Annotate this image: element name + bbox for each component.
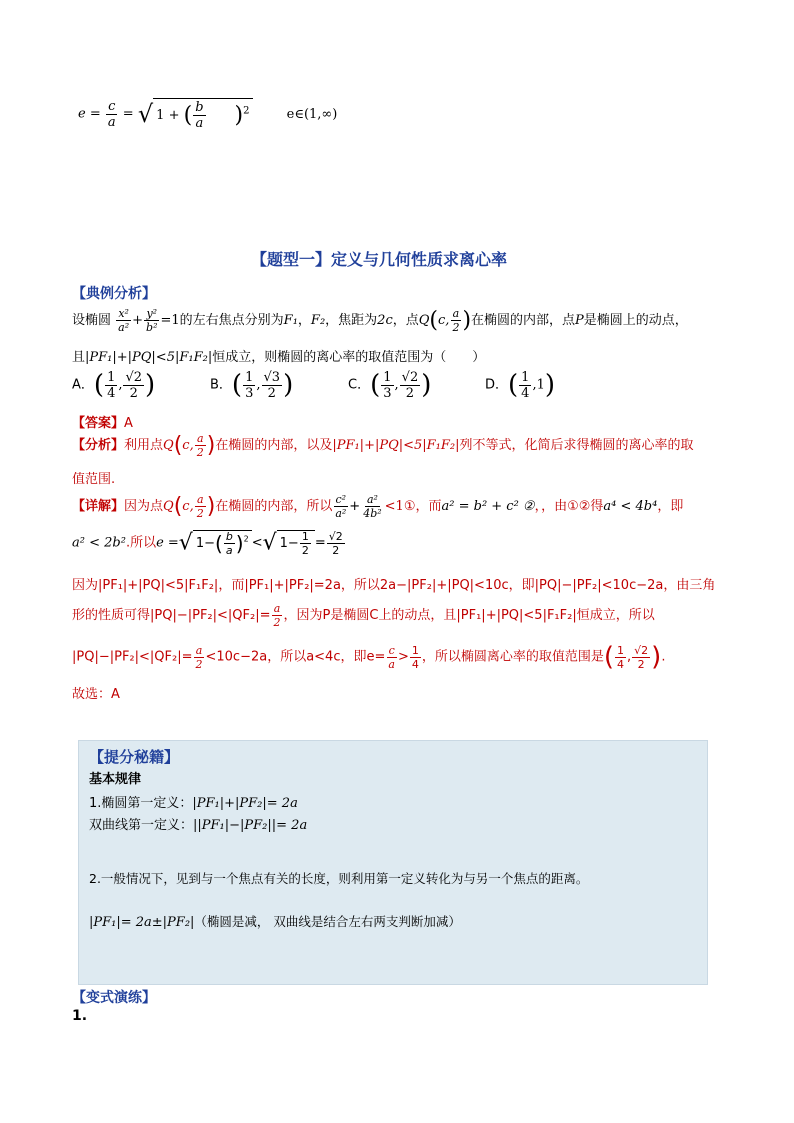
detail-line-5: |PQ|−|PF₂|<|QF₂|= $\frac{a}{2}$ <10c−2a，所以a<4c，即e= $\frac{c}{a}$ > $\frac{1}{4}$ ，所以椭圆离心率的取值范围是( $\frac{1}{4}$ , $\frac{√2}{2}$ ). — [72, 642, 666, 672]
detail-line-3: 因为|PF₁|+|PQ|<5|F₁F₂|，而|PF₁|+|PF₂|=2a，所以2a−|PF₂|+|PQ|<10c，即|PQ|−|PF₂|<10c−2a，由三角 — [72, 578, 716, 593]
section-title: 【题型一】定义与几何性质求离心率 — [251, 250, 508, 269]
answer: 【答案】A — [72, 416, 133, 431]
fraction-c-over-a: $\frac{c}{a}$ — [107, 98, 116, 130]
detail-line-4: 形的性质可得|PQ|−|PF₂|<|QF₂|= $\frac{a}{2}$ ，因为P是椭圆C上的动点，且|PF₁|+|PQ|<5|F₁F₂|恒成立，所以 — [72, 602, 655, 629]
eccentricity-range: e∈(1,∞) — [286, 106, 338, 122]
tip-item-3: 2.一般情况下，见到与一个焦点有关的长度，则利用第一定义转化为与另一个焦点的距离。 — [89, 871, 589, 886]
practice-header: 【变式演练】 — [72, 990, 156, 1006]
tip-box — [78, 740, 708, 985]
option-c[interactable]: C．( $\frac{1}{3}$ , $\frac{√2}{2}$ ) — [348, 369, 432, 401]
detail-line-2: a² < 2b².所以e =√ 1−( $\frac{b}{a}$ )$^2$ <√ 1− $\frac{1}{2}$ = $\frac{√2}{2}$ — [72, 529, 343, 557]
practice-number: 1. — [72, 1008, 88, 1024]
problem-line-2: 且|PF₁|+|PQ|<5|F₁F₂|恒成立，则椭圆的离心率的取值范围为（ ） — [72, 350, 486, 365]
analysis-line-1: 【分析】利用点Q(c, $\frac{a}{2}$ )在椭圆的内部，以及|PF₁|+|PQ|<5|F₁F₂|列不等式，化简后求得椭圆的离心率的取 — [72, 432, 694, 459]
option-d[interactable]: D．( $\frac{1}{4}$ ,1) — [485, 369, 556, 401]
tip-item-4: |PF₁|= 2a±|PF₂|（椭圆是减， 双曲线是结合左右两支判断加减） — [89, 914, 461, 930]
analysis-line-2: 值范围. — [72, 472, 116, 487]
fraction-b-over-a: $\frac{b}{a}$ — [195, 100, 204, 131]
square-root: 1 + ( $\frac{b}{a}$ )$^2$ — [153, 98, 252, 130]
formula-lhs: e — [78, 106, 86, 122]
option-b[interactable]: B．( $\frac{1}{3}$ , $\frac{√3}{2}$ ) — [210, 369, 294, 401]
eccentricity-formula: e = $\frac{c}{a}$ = √ 1 + ( $\frac{b}{a}$ )$^2$ e∈(1,∞) — [78, 98, 338, 131]
option-a[interactable]: A．( $\frac{1}{4}$ , $\frac{√2}{2}$ ) — [72, 369, 156, 401]
problem-line-1: 设椭圆 $\frac{\text{x²}}{\text{a²}}$ + $\frac{\text{y²}}{\text{b²}}$ =1的左右焦点分别为F₁，F₂，焦距为2c，点Q(c, $\frac{a}{2}$ )在椭圆的内部，点P是椭圆上的动点， — [72, 307, 688, 334]
tip-item-1: 1.椭圆第一定义：|PF₁|+|PF₂|= 2a — [89, 796, 298, 811]
detail-line-1: 【详解】因为点Q(c, $\frac{a}{2}$ )在椭圆的内部，所以 $\frac{\text{c²}}{\text{a²}}$ + $\frac{\text{a²}}{\text{4b²}}$ <1①，而a² = b² + c² ②，，由①②得a⁴ < 4b⁴，即 — [72, 493, 684, 520]
final-choice: 故选：A — [72, 687, 120, 702]
tip-item-2: 双曲线第一定义：||PF₁|−|PF₂||= 2a — [89, 818, 308, 833]
tip-box-title: 【提分秘籍】 — [89, 748, 180, 766]
example-header: 【典例分析】 — [72, 286, 156, 302]
tip-box-subtitle: 基本规律 — [89, 772, 142, 787]
